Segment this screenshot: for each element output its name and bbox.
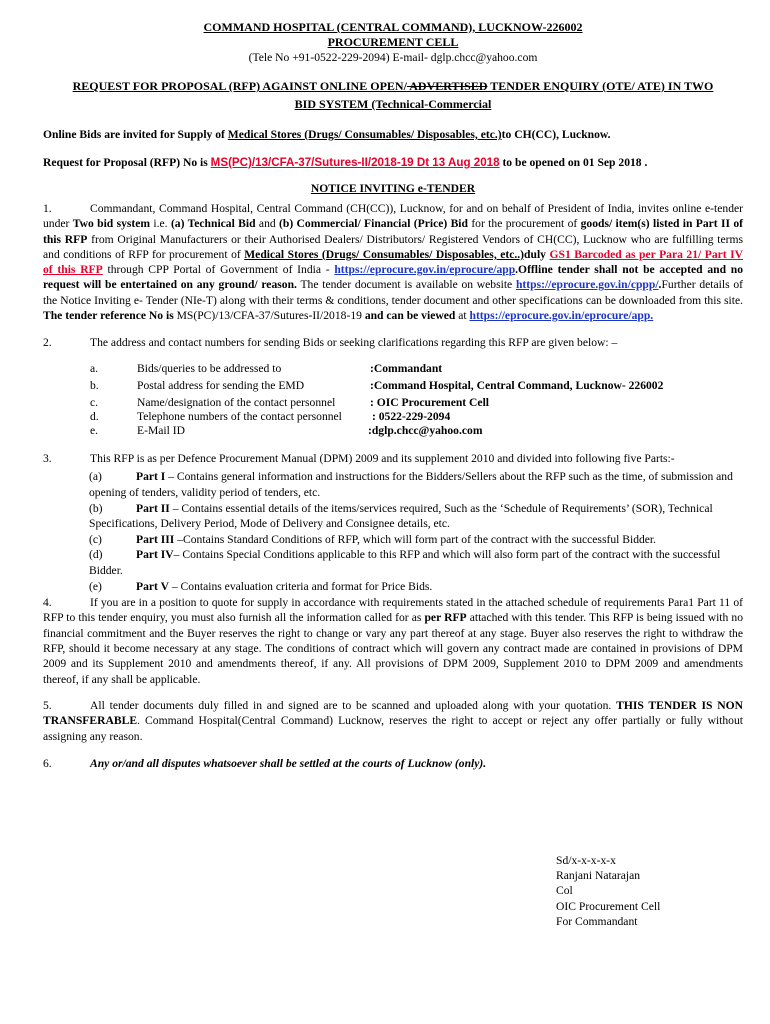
contact-label: E-Mail ID [137,424,185,438]
part-letter: (c) [89,532,102,546]
rfp-heading [43,77,743,113]
para1-bold1: Two bid system [72,217,151,231]
eprocure-app-link-2[interactable]: https://eprocure.gov.in/eprocure/app. [469,309,654,323]
contact-value: :dglp.chcc@yahoo.com [368,424,483,438]
para1-bold4: goods/ item(s) listed in Part II of this RFP [43,217,744,246]
header-block [43,20,743,50]
para1-text2: i.e. [150,217,171,231]
signature-sd: Sd/x-x-x-x-x [556,854,616,867]
para1-number: 1. [43,202,52,215]
para6-number: 6. [43,756,52,770]
part-letter: (b) [89,501,103,515]
rfp-no-value: MS(PC)/13/CFA-37/Sutures-II/2018-19 Dt 13 Aug 2018 [210,156,500,169]
part-name: Part IV [136,548,174,562]
rfp-no-prefix: Request for Proposal (RFP) No is [43,156,211,169]
rfp-heading-line2: BID SYSTEM (Technical-Commercial [294,97,492,111]
contact-row [88,395,743,409]
paragraph-6 [43,756,743,771]
gs1-barcode-note: GS1 Barcoded as per Para 21/ Part IV of this RFP [43,247,744,277]
hospital-title: COMMAND HOSPITAL (CENTRAL COMMAND), LUCKNOW-226002 [203,20,583,34]
para1-bold8: . [658,278,662,292]
para3-text: This RFP is as per Defence Procurement Manual (DPM) 2009 and its supplement 2010 and divided into following five Parts:- [90,452,675,466]
part-name: Part I [136,470,166,484]
contact-value: :Command Hospital, Central Command, Lucknow- 226002 [370,379,664,393]
cppp-link[interactable]: https://eprocure.gov.in/cppp/ [515,278,659,292]
rfp-part-item [43,547,743,578]
contact-value: : 0522-229-2094 [372,410,451,424]
signatory-rank: Col [556,884,573,898]
part-desc: –Contains Standard Conditions of RFP, which will form part of the contract with the successful Bidder. [174,532,657,546]
rfp-parts-list [43,469,743,594]
signatory-name: Ranjani Natarajan [556,869,641,883]
para1-bold9: The tender reference No is [43,309,174,323]
para5-bold1: THIS TENDER IS NON TRANSFERABLE [43,698,743,728]
part-name: Part II [136,501,170,515]
paragraph-2 [43,335,743,350]
para1-text7: The tender document is available on website [296,278,516,292]
contact-row [88,409,743,423]
invite-suffix: to CH(CC), Lucknow. [501,128,611,141]
rfp-part-item [43,532,743,548]
para1-text1: Commandant, Command Hospital, Central Command (CH(CC)), Lucknow, for and on behalf of President of India, invites online e-tender under [43,202,743,231]
contact-letter: d. [90,410,99,424]
para1-text9: MS(PC)/13/CFA-37/Sutures-II/2018-19 [173,309,365,323]
para1-bold7: .Offline tender shall not be accepted and no request will be entertained on any ground/ reason. [43,263,744,292]
para1-text3: and [255,217,280,231]
contact-letter: e. [90,424,99,438]
part-desc: – Contains essential details of the items/services required, Such as the ‘Schedule of Requirements’ (SOR), Technical Specifications, Delivery Period, Mode of Delivery and Consignee details, etc. [89,501,713,531]
eprocure-app-link[interactable]: https://eprocure.gov.in/eprocure/app [334,263,516,277]
para2-text: The address and contact numbers for sending Bids or seeking clarifications regarding this RFP are given below: – [90,336,618,350]
part-letter: (a) [89,470,102,484]
rfp-part-item [43,579,743,595]
rfp-part-item [43,469,743,500]
rfp-heading-struck: ADVERTISED [406,79,488,93]
para1-bold2: (a) Technical Bid [170,217,256,231]
part-desc: – Contains evaluation criteria and format for Price Bids. [168,579,433,593]
contact-label: Bids/queries to be addressed to [137,362,282,376]
para5-text1: All tender documents duly filled in and signed are to be scanned and uploaded along with your quotation. [90,698,617,712]
header-contact: (Tele No +91-0522-229-2094) E-mail- dglp.chcc@yahoo.com [248,51,538,64]
paragraph-3 [43,451,743,466]
para1-bold3: (b) Commercial/ Financial (Price) Bid [279,217,468,231]
contact-value: :Commandant [370,362,443,376]
part-desc: – Contains Special Conditions applicable to this RFP and which will also form part of the contract with the successful Bidder. [89,548,721,577]
para1-bold10: and can be viewed [364,309,456,323]
invite-line [43,127,743,142]
contact-letter: c. [90,396,99,410]
para2-number: 2. [43,336,52,350]
signatory-for: For Commandant [556,914,638,928]
paragraph-1 [43,201,743,323]
part-name: Part III [136,532,175,546]
contact-label: Telephone numbers of the contact personnel [137,410,342,424]
contact-letter: b. [90,379,99,393]
contact-row [88,361,743,378]
para1-text8: Further details of the Notice Inviting e- Tender (NIe-T) along with their terms & conditions, tender document and other specifications can be downloaded from this site. [43,278,743,307]
part-desc: – Contains general information and instructions for the Bidders/Sellers about the RFP such as the time, of submission and opening of tenders, validity period of tenders, etc. [89,470,733,499]
contact-details [88,361,743,439]
part-name: Part V [136,579,169,593]
invite-items: Medical Stores (Drugs/ Consumables/ Disposables, etc.) [227,128,502,141]
para4-text2: attached with this tender. This RFP is being issued with no financial commitment and the Buyer reserves the right to change or vary any part thereof at any stage. Buyer also reserves the right to withdraw the RFP, should it become necessary at any stage. The conditions of contract which will govern any contract made are contained in provisions of DPM 2009 and its Supplement 2010 and amendments thereof, if any. All provisions of DPM 2009, Supplement 2010 to DPM 2009 and amendments thereof, if any shall be applicable. [43,611,743,686]
notice-title: NOTICE INVITING e-TENDER [310,182,476,195]
para1-text4: for the procurement of [467,217,581,231]
contact-label: Postal address for sending the EMD [137,379,305,393]
contact-value: : OIC Procurement Cell [370,396,490,410]
part-letter: (d) [89,548,103,562]
para1-text5: from Original Manufacturers or their Authorised Dealers/ Distributors/ Registered Vendors of CH(CC), Lucknow who are fulfilling terms and conditions of RFP for procurement of [43,232,743,261]
rfp-heading-part1: REQUEST FOR PROPOSAL (RFP) AGAINST ONLINE OPEN/ [72,79,407,93]
contact-letter: a. [90,362,99,376]
signature-block [556,853,660,929]
para5-number: 5. [43,698,52,712]
rfp-no-suffix: to be opened on 01 Sep 2018 . [499,156,648,169]
para5-text2: . Command Hospital(Central Command) Lucknow, reserves the right to accept or reject any offer partially or fully without assigning any reason. [43,714,743,743]
procurement-cell-title: PROCUREMENT CELL [327,35,459,49]
invite-prefix: Online Bids are invited for Supply of [43,128,228,141]
para1-text10: at [455,309,470,323]
document-page [43,20,743,771]
para1-bold6: duly [524,247,550,261]
para6-text: Any or/and all disputes whatsoever shall be settled at the courts of Lucknow (only). [90,756,487,770]
signatory-designation: OIC Procurement Cell [556,899,661,913]
para1-bold5: Medical Stores (Drugs/ Consumables/ Disposables, etc..) [244,247,525,261]
contact-label: Name/designation of the contact personnel [137,396,336,410]
para3-number: 3. [43,452,52,466]
paragraph-4 [43,595,743,687]
rfp-part-item [43,501,743,532]
rfp-heading-part2: TENDER ENQUIRY (OTE/ ATE) IN TWO [487,79,714,93]
paragraph-5 [43,698,743,744]
contact-row [88,423,743,439]
para4-bold1: per RFP [424,611,467,625]
rfp-number-line [43,155,743,170]
para4-text1: If you are in a position to quote for supply in accordance with requirements stated in the attached schedule of requirements Para1 Part 11 of RFP to this tender enquiry, you must also furnish all the information called for as [43,596,743,625]
part-letter: (e) [89,579,102,593]
para4-number: 4. [43,596,52,610]
contact-row [88,378,743,395]
para1-text6: through CPP Portal of Government of India - [102,263,335,277]
